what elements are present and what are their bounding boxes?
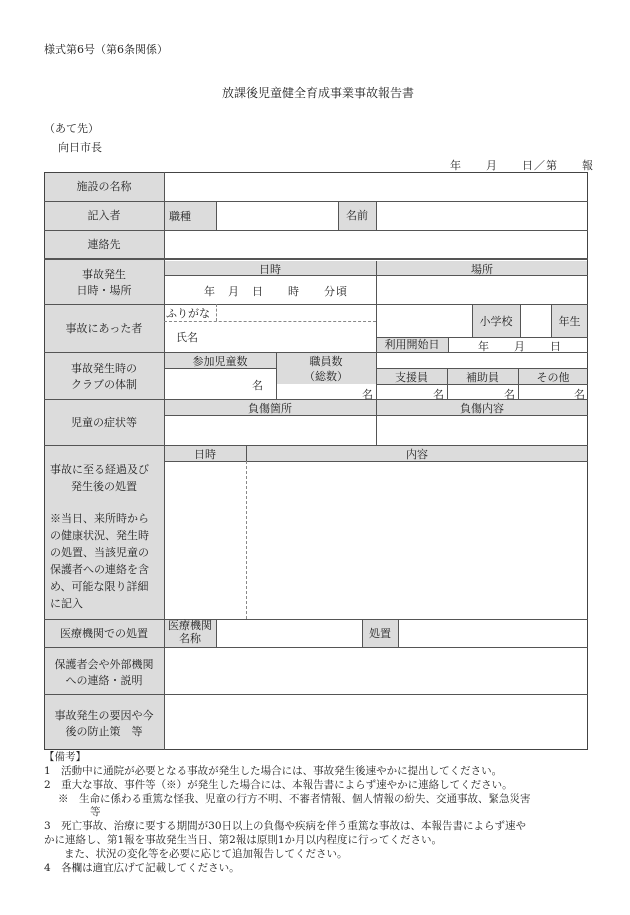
process-note-3: の処置、当該児童の [50,546,149,559]
victim-label: 事故にあった者 [65,321,143,335]
other-label: その他 [536,371,570,384]
cause-label-2: 後の防止策 等 [65,725,143,738]
form-number: 様式第6号（第6条関係） [44,43,168,56]
person-name-label: 名前 [346,209,368,222]
process-datetime-header: 日時 [194,448,216,461]
datetime-header: 日時 [259,263,281,276]
club-label-1: 事故発生時の [71,362,137,375]
process-label-1: 事故に至る経過及び [50,463,149,476]
children-unit: 名 [252,379,263,392]
furigana-v-divider [216,304,217,321]
children-label: 参加児童数 [192,355,248,368]
notes-heading: 【備考】 [44,751,86,763]
place-header: 場所 [471,263,493,276]
cell-divider [520,304,521,337]
row-line [44,647,588,648]
treatment-label: 処置 [369,626,391,640]
medical-name-label-1: 医療機関 [168,619,212,632]
staff-label-2: （総数） [304,370,348,383]
date-report-line: 年 月 日／第 報 [450,159,594,172]
job-label: 職種 [169,209,191,223]
medical-label: 医療機関での処置 [60,626,148,640]
start-date-value: 年 月 日 [478,340,562,353]
symptoms-label: 児童の症状等 [71,415,137,429]
grade-label: 年生 [558,314,581,328]
note-3-2: かに連絡し、第1報を事故発生当日、第2報は原則1か月以内程度に行ってください。 [44,834,443,846]
note-4: 4 各欄は適宜広げて記載してください。 [44,862,240,874]
process-note-4: 保護者への連絡を含 [50,563,149,576]
note-2: 2 重大な事故、事件等（※）が発生した場合には、本報告書によらず速やかに連絡してください。 [44,779,513,791]
process-note-1: ※当日、来所時から [50,512,149,525]
writer-label: 記入者 [87,209,121,222]
addressee: 向日市長 [58,141,102,154]
note-3-1: 3 死亡事故、治療に要する期間が30日以上の負傷や疾病を伴う重篤な事故は、本報告書によらず速や [44,820,527,832]
datetime-value: 年 月 日 時 分頃 [204,285,348,298]
note-1: 1 活動中に通院が必要となる事故が発生した場合には、事故発生後速やかに提出してください。 [44,765,503,777]
cell-divider [376,201,377,230]
injury-detail-header: 負傷内容 [460,402,504,415]
note-2-sub-2: 等 [90,806,101,818]
club-label-2: クラブの体制 [71,378,137,391]
furigana-divider [164,321,376,322]
process-note-5: め、可能な限り詳細 [50,580,149,593]
datetime-place-label-2: 日時・場所 [76,284,132,297]
process-note-6: に記入 [50,597,83,610]
medical-name-label-2: 名称 [179,632,201,645]
cell-divider [216,619,217,647]
datetime-place-label-1: 事故発生 [82,268,126,281]
addressee-open: （あて先） [44,122,99,135]
start-date-label: 利用開始日 [384,338,440,351]
cell-divider [216,201,217,230]
assistant-label: 補助員 [466,371,499,384]
note-3-3: また、状況の変化等を必要に応じて追加報告してください。 [64,848,348,860]
note-2-sub-1: ※ 生命に係わる重篤な怪我、児童の行方不明、不審者情報、個人情報の紛失、交通事故、緊急災害 [58,793,531,805]
process-dashed-divider [246,461,247,619]
contact-label: 連絡先 [87,237,121,251]
process-note-2: の健康状況、発生時 [50,529,149,542]
other-unit: 名 [574,388,585,401]
injury-site-header: 負傷箇所 [248,402,292,415]
school-label: 小学校 [479,314,513,328]
cell-divider [398,619,399,647]
row-line [44,258,588,260]
furigana-label: ふりがな [166,307,210,320]
support-unit: 名 [433,388,444,401]
assistant-unit: 名 [504,388,515,401]
contact-ext-label-2: への連絡・説明 [65,674,143,687]
cause-label-1: 事故発生の要因や今 [54,709,154,722]
process-label-2: 発生後の処置 [71,480,137,493]
contact-ext-label-1: 保護者会や外部機関 [54,658,154,671]
cell-divider [448,337,449,352]
victim-name-label: 氏名 [176,331,198,344]
process-content-header: 内容 [406,448,428,461]
form-title: 放課後児童健全育成事業事故報告書 [222,86,415,100]
facility-name-label: 施設の名称 [76,180,132,193]
staff-unit: 名 [362,388,373,401]
row-line [44,694,588,695]
staff-label-1: 職員数 [309,355,343,368]
support-label: 支援員 [395,371,428,384]
